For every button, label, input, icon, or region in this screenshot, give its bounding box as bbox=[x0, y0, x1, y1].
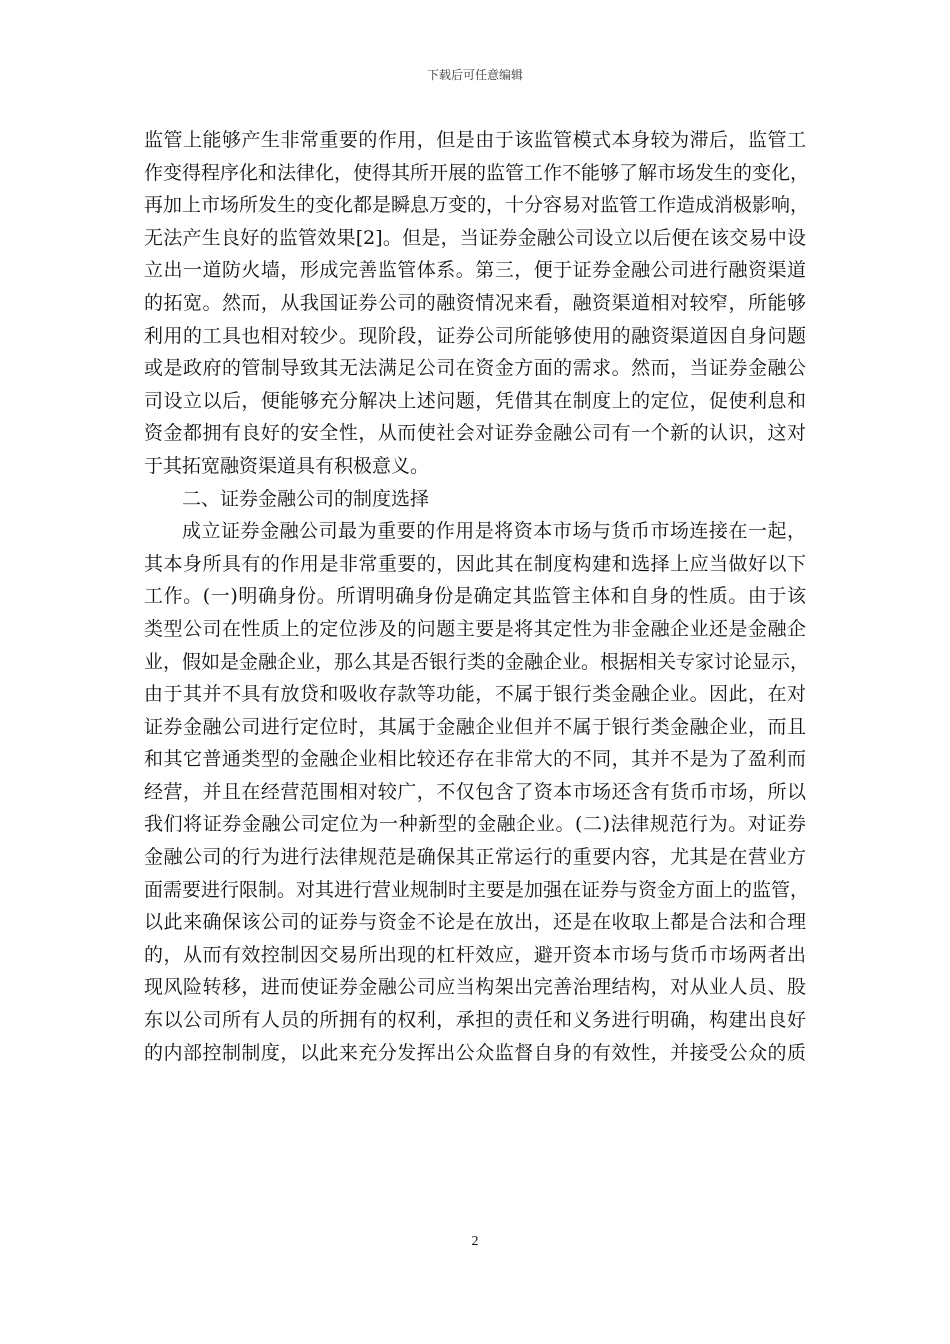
page-header: 下载后可任意编辑 bbox=[426, 68, 523, 82]
text-line: 立出一道防火墙，形成完善监管体系。第三，便于证券金融公司进行融资渠道 bbox=[144, 259, 806, 282]
text-line: 类型公司在性质上的定位涉及的问题主要是将其定性为非金融企业还是金融企 bbox=[144, 617, 806, 640]
text-line: 经营，并且在经营范围相对较广，不仅包含了资本市场还含有货币市场，所以 bbox=[144, 780, 806, 803]
text-line: 监管上能够产生非常重要的作用，但是由于该监管模式本身较为滞后，监管工 bbox=[144, 129, 806, 151]
text-line: 利用的工具也相对较少。现阶段，证券公司所能够使用的融资渠道因自身问题 bbox=[144, 324, 806, 347]
text-line: 以此来确保该公司的证券与资金不论是在放出，还是在收取上都是合法和合理 bbox=[144, 911, 806, 934]
text-line: 金融公司的行为进行法律规范是确保其正常运行的重要内容，尤其是在营业方 bbox=[144, 846, 806, 869]
text-line: 的，从而有效控制因交易所出现的杠杆效应，避开资本市场与货币市场两者出 bbox=[144, 943, 806, 966]
text-line: 证券金融公司进行定位时，其属于金融企业但并不属于银行类金融企业，而且 bbox=[144, 715, 806, 738]
text-line: 司设立以后，便能够充分解决上述问题，凭借其在制度上的定位，促使利息和 bbox=[144, 389, 806, 412]
text-line: 面需要进行限制。对其进行营业规制时主要是加强在证券与资金方面上的监管， bbox=[144, 878, 810, 901]
text-line: 于其拓宽融资渠道具有积极意义。 bbox=[144, 454, 430, 477]
page-number: 2 bbox=[471, 1234, 479, 1249]
text-line: 和其它普通类型的金融企业相比较还存在非常大的不同，其并不是为了盈利而 bbox=[144, 748, 806, 771]
text-line: 东以公司所有人员的所拥有的权利，承担的责任和义务进行明确，构建出良好 bbox=[144, 1009, 806, 1032]
text-line: 作变得程序化和法律化，使得其所开展的监管工作不能够了解市场发生的变化， bbox=[144, 161, 810, 184]
text-line: 我们将证券金融公司定位为一种新型的金融企业。(二)法律规范行为。对证券 bbox=[144, 813, 806, 836]
text-line: 的内部控制制度，以此来充分发挥出公众监督自身的有效性，并接受公众的质 bbox=[144, 1041, 806, 1064]
section-heading: 二、证券金融公司的制度选择 bbox=[182, 487, 430, 510]
body-text bbox=[144, 124, 810, 1069]
text-line: 现风险转移，进而使证券金融公司应当构架出完善治理结构，对从业人员、股 bbox=[144, 976, 806, 999]
text-line: 或是政府的管制导致其无法满足公司在资金方面的需求。然而，当证券金融公 bbox=[144, 357, 806, 380]
text-line: 再加上市场所发生的变化都是瞬息万变的，十分容易对监管工作造成消极影响， bbox=[144, 194, 810, 217]
text-line: 其本身所具有的作用是非常重要的，因此其在制度构建和选择上应当做好以下 bbox=[144, 552, 806, 575]
text-line: 资金都拥有良好的安全性，从而使社会对证券金融公司有一个新的认识，这对 bbox=[144, 422, 806, 445]
text-line: 无法产生良好的监管效果[2]。但是，当证券金融公司设立以后便在该交易中设 bbox=[144, 226, 806, 249]
text-line: 工作。(一)明确身份。所谓明确身份是确定其监管主体和自身的性质。由于该 bbox=[144, 585, 806, 608]
text-line: 业，假如是金融企业，那么其是否银行类的金融企业。根据相关专家讨论显示， bbox=[144, 650, 810, 673]
text-line: 由于其并不具有放贷和吸收存款等功能，不属于银行类金融企业。因此，在对 bbox=[144, 683, 806, 706]
text-line: 的拓宽。然而，从我国证券公司的融资情况来看，融资渠道相对较窄，所能够 bbox=[144, 291, 806, 314]
text-line: 成立证券金融公司最为重要的作用是将资本市场与货币市场连接在一起， bbox=[182, 520, 806, 543]
